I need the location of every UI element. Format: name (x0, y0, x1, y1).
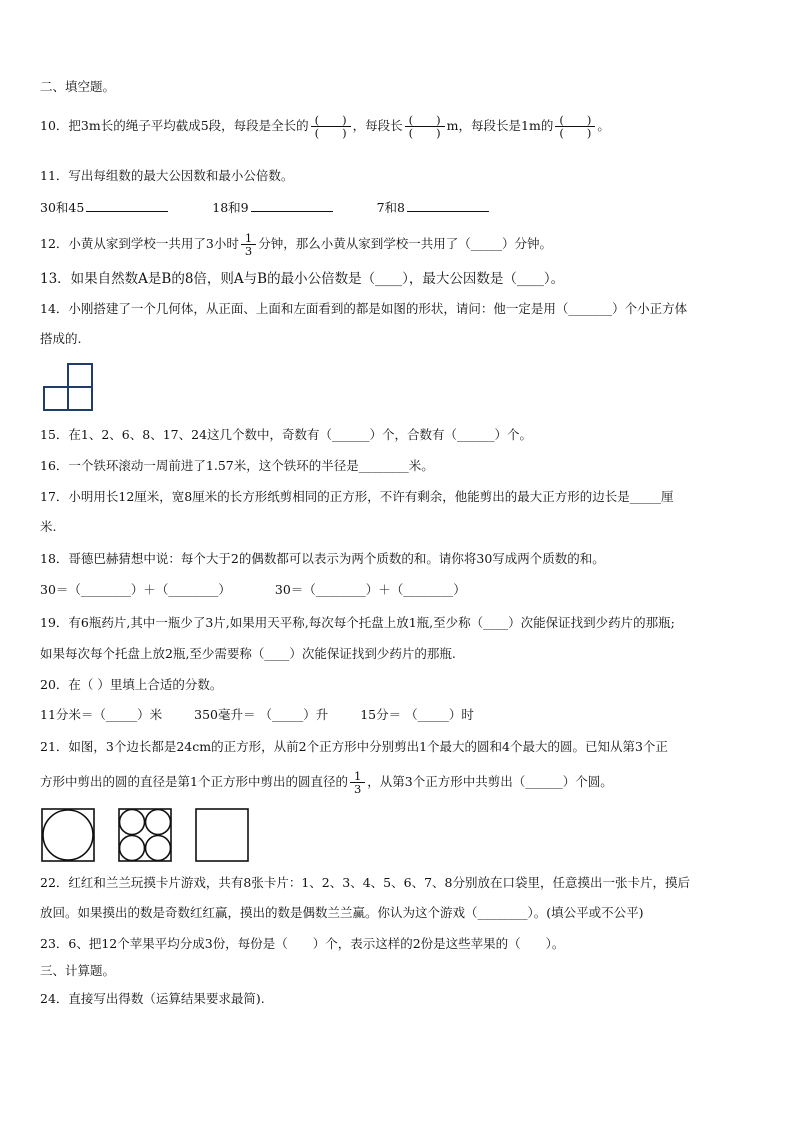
question-18-line-1: 18．哥德巴赫猜想中说：每个大于2的偶数都可以表示为两个质数的和。请你将30写成两个质数的和。 (40, 551, 605, 566)
question-22-line-2: 放回。如果摸出的数是奇数红红赢，摸出的数是偶数兰兰赢。你认为这个游戏（________）。(填公平或不公平) (40, 905, 644, 920)
question-14-line-2: 搭成的. (40, 331, 82, 346)
q10-text-2: ，每段长 (352, 118, 403, 133)
section-heading-fill-blank: 二、填空题。 (40, 79, 116, 94)
q10-frac2-den: ( ) (408, 126, 441, 140)
q12-text-1: 12．小黄从家到学校一共用了3小时 (40, 236, 239, 251)
question-24: 24．直接写出得数（运算结果要求最简). (40, 991, 265, 1006)
q11-group-3: 7和8 (376, 200, 406, 215)
section-heading-calc: 三、计算题。 (40, 963, 116, 978)
q12-frac-den: 3 (244, 244, 253, 258)
q21-text-2a: 方形中剪出的圆的直径是第1个正方形中剪出的圆直径的 (40, 774, 348, 789)
q10-text-1: 10．把3m长的绳子平均截成5段，每段是全长的 (40, 118, 309, 133)
q20-equation-1: 11分米＝（_____）米 (40, 707, 163, 722)
q10-text-4: 。 (597, 118, 610, 133)
question-23: 23．6、把12个苹果平均分成3份，每份是（ ）个，表示这样的2份是这些苹果的（ ）。 (40, 936, 565, 951)
q21-square-2-circle-1 (120, 810, 145, 835)
q11-group-1: 30和45 (40, 200, 85, 215)
q11-group-2: 18和9 (212, 200, 249, 215)
q21-frac-den: 3 (353, 782, 362, 796)
q10-frac3-num: ( ) (555, 114, 595, 127)
q10-frac1-den: ( ) (314, 126, 347, 140)
question-13: 13．如果自然数A是B的8倍，则A与B的最小公倍数是（____），最大公因数是（____）。 (40, 271, 565, 287)
question-22-line-1: 22．红红和兰兰玩摸卡片游戏，共有8张卡片：1、2、3、4、5、6、7、8分别放在口袋里，任意摸出一张卡片，摸后 (40, 875, 690, 890)
question-21-line-1: 21．如图，3个边长都是24cm的正方形，从前2个正方形中分别剪出1个最大的圆和4个最大的圆。已知从第3个正 (40, 739, 668, 754)
q12-text-2: 分钟，那么小黄从家到学校一共用了（_____）分钟。 (258, 236, 552, 251)
question-11: 11．写出每组数的最大公因数和最小公倍数。 (40, 168, 294, 183)
question-19-line-1: 19．有6瓶药片,其中一瓶少了3片,如果用天平称,每次每个托盘上放1瓶,至少称（____）次能保证找到少药片的那瓶; (40, 615, 675, 630)
q21-frac-num: 1 (350, 770, 365, 783)
q18-equation-1: 30＝（________）＋（________） (40, 582, 231, 597)
q20-equation-3: 15分＝ （_____）时 (360, 707, 474, 722)
q21-text-2b: ，从第3个正方形中共剪出（______）个圆。 (367, 774, 613, 789)
question-17-line-2: 米. (40, 519, 57, 534)
question-20-line-1: 20．在（ ）里填上合适的分数。 (40, 677, 223, 692)
question-19-line-2: 如果每次每个托盘上放2瓶,至少需要称（____）次能保证找到少药片的那瓶. (40, 646, 456, 661)
q10-frac2-num: ( ) (405, 114, 445, 127)
q21-square-2 (119, 809, 171, 861)
q21-square-2-circle-3 (120, 836, 145, 861)
q10-frac1-num: ( ) (311, 114, 351, 127)
q18-equation-2: 30＝（________）＋（________） (274, 582, 466, 597)
q21-square-2-circle-2 (146, 810, 171, 835)
q10-frac3-den: ( ) (559, 126, 592, 140)
question-16: 16．一个铁环滚动一周前进了1.57米，这个铁环的半径是________米。 (40, 458, 434, 473)
q21-square-2-circle-4 (146, 836, 171, 861)
q20-equation-2: 350毫升＝ （_____）升 (194, 707, 329, 722)
question-14-line-1: 14．小刚搭建了一个几何体，从正面、上面和左面看到的都是如图的形状，请问：他一定是用（_______）个小正方体 (40, 301, 688, 316)
q12-frac-num: 1 (241, 232, 256, 245)
q10-text-3: m，每段长是1m的 (446, 118, 554, 133)
question-15: 15．在1、2、6、8、17、24这几个数中，奇数有（______）个，合数有（______）个。 (40, 427, 533, 442)
q21-square-1-circle (43, 810, 93, 860)
q21-square-3 (196, 809, 248, 861)
question-17-line-1: 17．小明用长12厘米，宽8厘米的长方形纸剪相同的正方形，不许有剩余，他能剪出的最大正方形的边长是_____厘 (40, 489, 674, 504)
